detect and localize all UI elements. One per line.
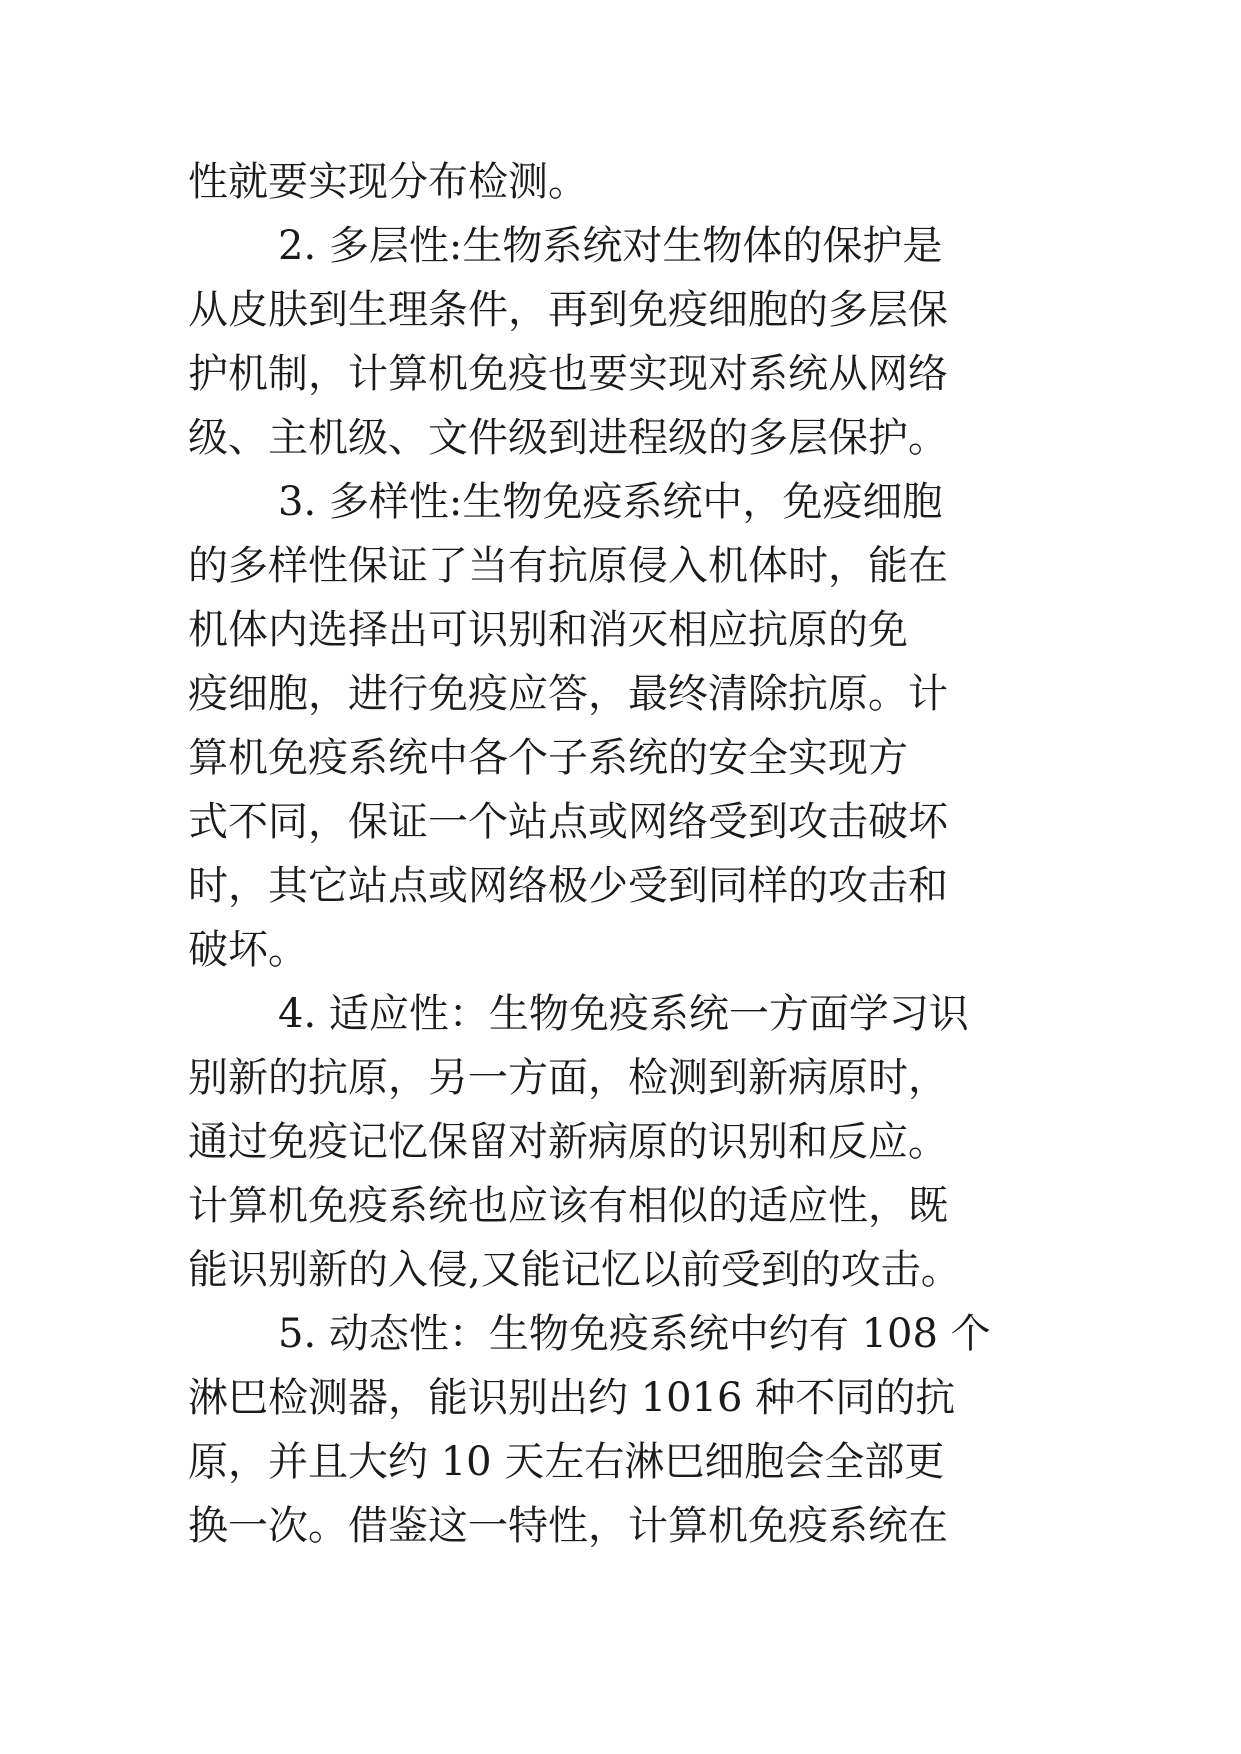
text-line: 通过免疫记忆保留对新病原的识别和反应。 — [188, 1119, 948, 1165]
text-line: 换一次。借鉴这一特性，计算机免疫系统在 — [188, 1503, 948, 1549]
text-line: 性就要实现分布检测。 — [188, 159, 588, 205]
text-line: 4. 适应性：生物免疫系统一方面学习识 — [278, 991, 969, 1037]
text-line: 式不同，保证一个站点或网络受到攻击破坏 — [188, 799, 948, 845]
text-line: 别新的抗原，另一方面，检测到新病原时， — [188, 1055, 948, 1101]
text-line: 5. 动态性：生物免疫系统中约有 108 个 — [278, 1311, 991, 1357]
text-line: 机体内选择出可识别和消灭相应抗原的免 — [188, 607, 908, 653]
text-line: 从皮肤到生理条件，再到免疫细胞的多层保 — [188, 287, 948, 333]
text-line: 淋巴检测器，能识别出约 1016 种不同的抗 — [188, 1375, 956, 1421]
text-line: 能识别新的入侵,又能记忆以前受到的攻击。 — [188, 1247, 961, 1293]
text-line: 2. 多层性:生物系统对生物体的保护是 — [278, 223, 943, 269]
text-line: 算机免疫系统中各个子系统的安全实现方 — [188, 735, 908, 781]
text-line: 原，并且大约 10 天左右淋巴细胞会全部更 — [188, 1439, 945, 1485]
body-text — [188, 150, 1068, 1558]
text-line: 计算机免疫系统也应该有相似的适应性，既 — [188, 1183, 948, 1229]
text-line: 级、主机级、文件级到进程级的多层保护。 — [188, 415, 948, 461]
text-line: 的多样性保证了当有抗原侵入机体时，能在 — [188, 543, 948, 589]
text-line: 护机制，计算机免疫也要实现对系统从网络 — [188, 351, 948, 397]
text-line: 时，其它站点或网络极少受到同样的攻击和 — [188, 863, 948, 909]
text-line: 3. 多样性:生物免疫系统中，免疫细胞 — [278, 479, 943, 525]
text-line: 疫细胞，进行免疫应答，最终清除抗原。计 — [188, 671, 948, 717]
text-line: 破坏。 — [188, 927, 308, 973]
